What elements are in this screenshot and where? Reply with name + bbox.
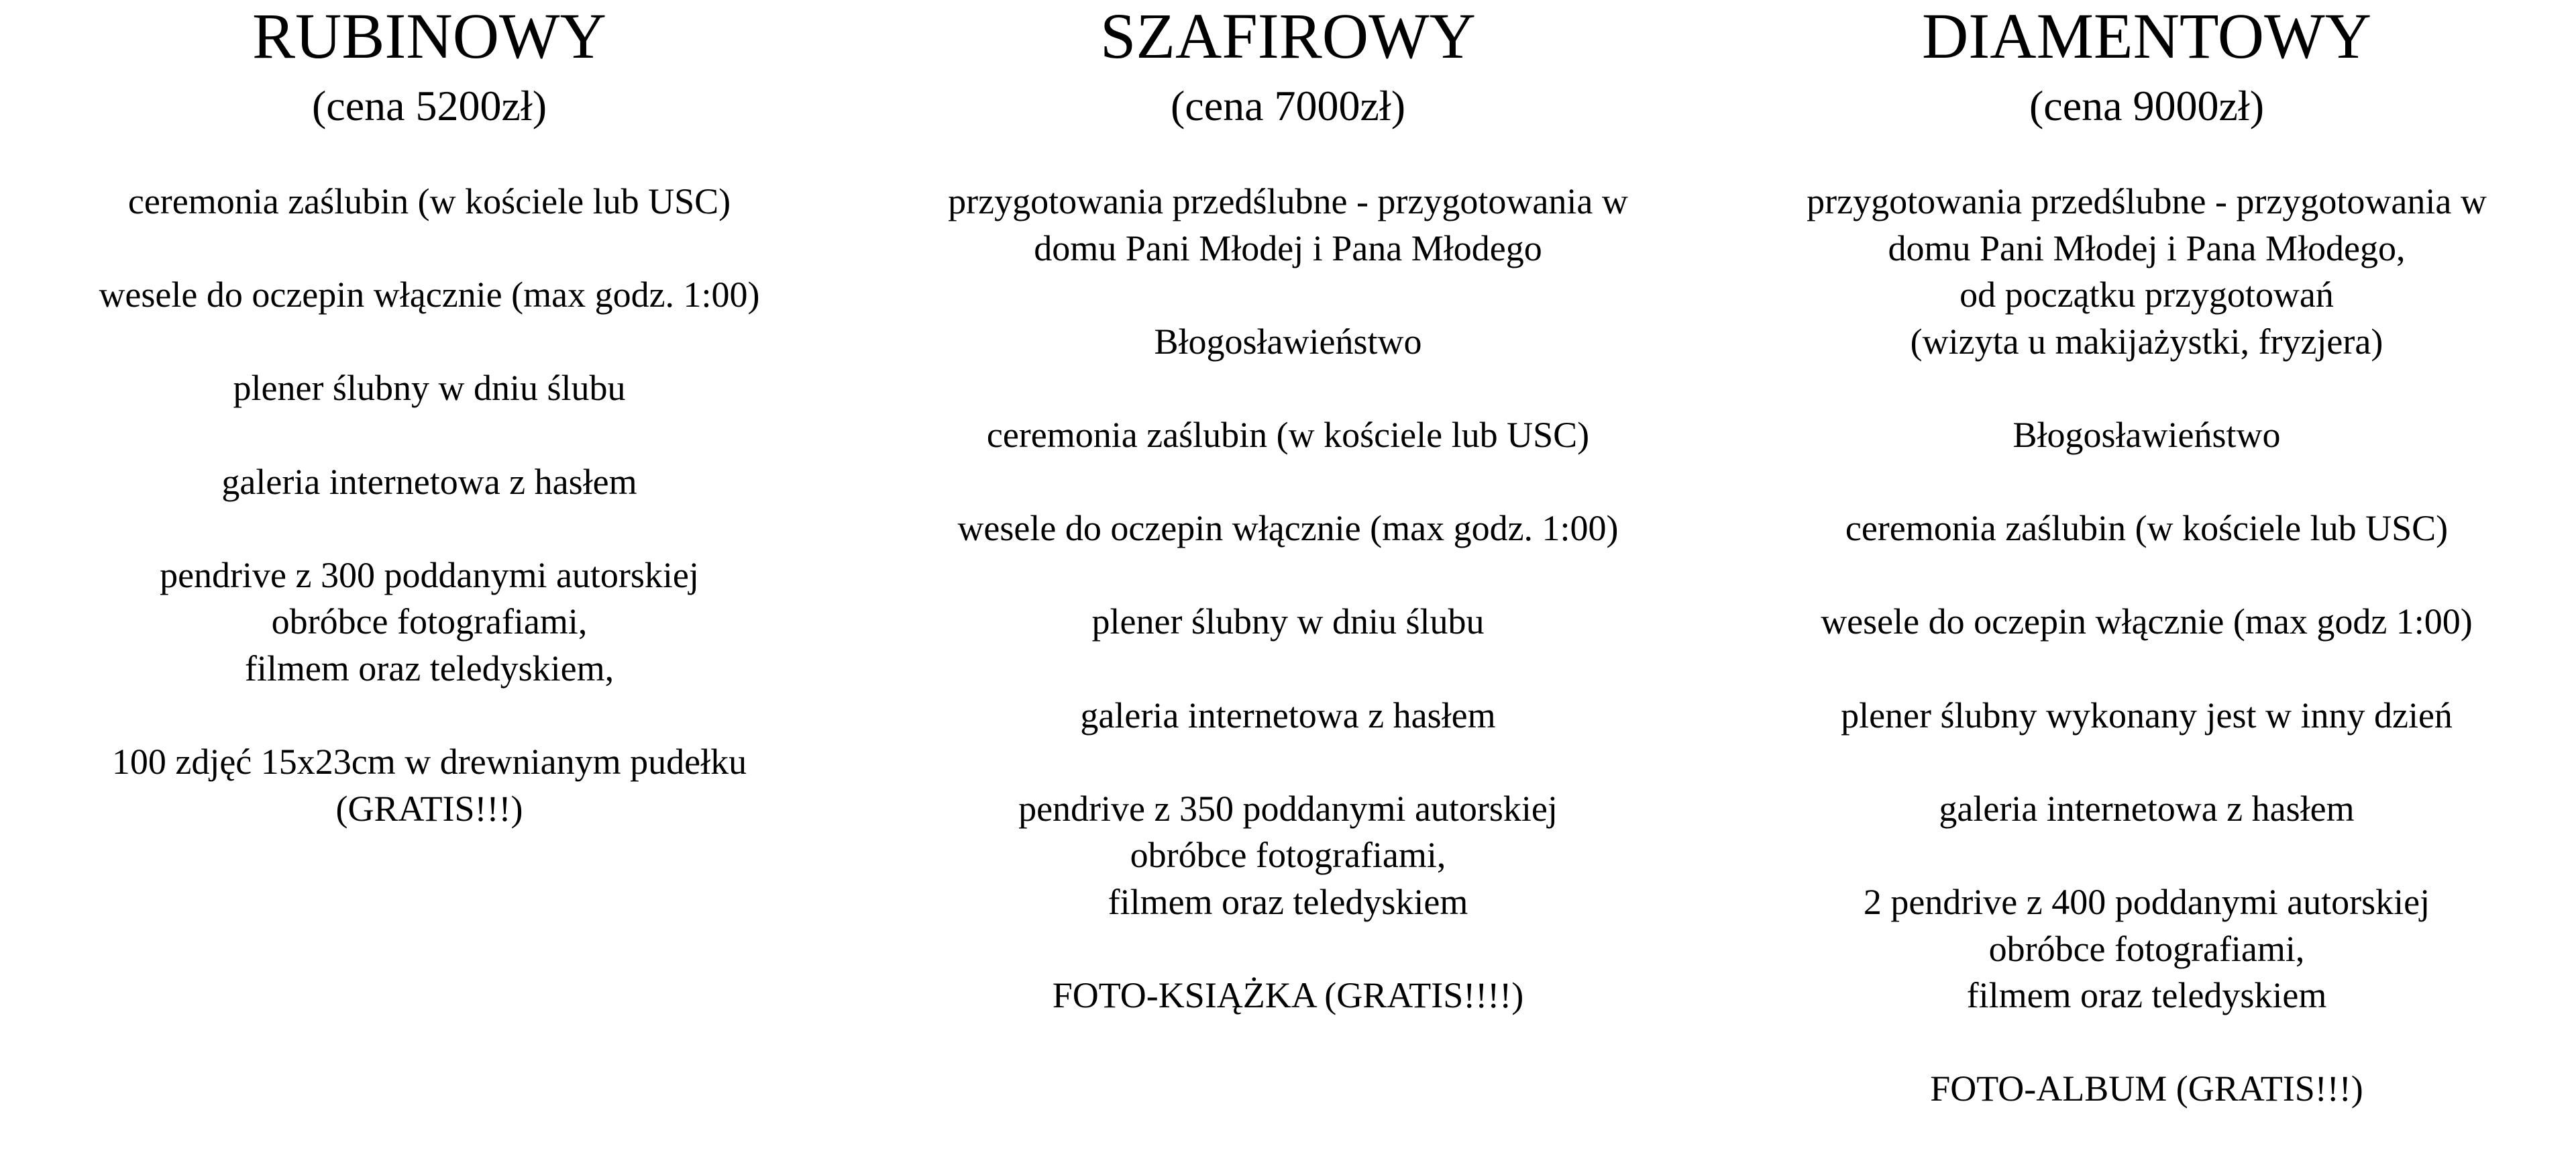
item-line: 2 pendrive z 400 poddanymi autorskiej bbox=[1863, 881, 2430, 922]
package-price: (cena 7000zł) bbox=[1170, 82, 1406, 130]
item-line: wesele do oczepin włącznie (max godz. 1:00) bbox=[957, 508, 1619, 549]
package-item bbox=[1717, 693, 2576, 740]
item-line: obróbce fotografiami, bbox=[1988, 928, 2305, 969]
package-items bbox=[1717, 179, 2576, 1113]
package-item bbox=[1717, 179, 2576, 365]
item-line: (GRATIS!!!) bbox=[335, 788, 523, 829]
package-item bbox=[859, 786, 1717, 926]
item-line: przygotowania przedślubne - przygotowania w bbox=[1807, 181, 2487, 221]
package-item bbox=[859, 693, 1717, 740]
item-line: filmem oraz teledyskiem, bbox=[244, 648, 614, 689]
item-line: filmem oraz teledyskiem bbox=[1966, 975, 2327, 1016]
package-item bbox=[859, 599, 1717, 646]
item-line: galeria internetowa z hasłem bbox=[1080, 695, 1496, 736]
item-line: plener ślubny wykonany jest w inny dzień bbox=[1841, 695, 2453, 736]
package-items bbox=[859, 179, 1717, 1019]
item-line: ceremonia zaślubin (w kościele lub USC) bbox=[986, 414, 1590, 455]
package-item bbox=[1717, 879, 2576, 1019]
item-line: plener ślubny w dniu ślubu bbox=[1091, 601, 1485, 642]
item-line: pendrive z 300 poddanymi autorskiej bbox=[160, 554, 699, 595]
package-price: (cena 9000zł) bbox=[2029, 82, 2265, 130]
item-line: ceremonia zaślubin (w kościele lub USC) bbox=[127, 181, 731, 221]
item-line: FOTO-KSIĄŻKA (GRATIS!!!!) bbox=[1052, 975, 1524, 1016]
package-szafirowy bbox=[859, 0, 1717, 1135]
item-line: Błogosławieństwo bbox=[2012, 414, 2281, 455]
package-item bbox=[0, 272, 859, 319]
package-title: RUBINOWY bbox=[252, 0, 606, 72]
package-item bbox=[859, 505, 1717, 552]
package-item bbox=[859, 412, 1717, 459]
item-line: domu Pani Młodej i Pana Młodego, bbox=[1888, 228, 2406, 268]
item-line: FOTO-ALBUM (GRATIS!!!) bbox=[1930, 1068, 2363, 1109]
item-line: (wizyta u makijażystki, fryzjera) bbox=[1910, 321, 2383, 362]
package-item bbox=[0, 552, 859, 693]
package-item bbox=[1717, 786, 2576, 833]
item-line: wesele do oczepin włącznie (max godz. 1:00) bbox=[99, 274, 760, 315]
item-line: pendrive z 350 poddanymi autorskiej bbox=[1018, 788, 1558, 829]
package-item bbox=[0, 459, 859, 506]
package-title: SZAFIROWY bbox=[1099, 0, 1476, 72]
item-line: obróbce fotografiami, bbox=[271, 601, 588, 642]
package-item bbox=[1717, 599, 2576, 646]
item-line: wesele do oczepin włącznie (max godz 1:00) bbox=[1821, 601, 2473, 642]
item-line: obróbce fotografiami, bbox=[1130, 835, 1446, 876]
package-item bbox=[1717, 505, 2576, 552]
item-line: domu Pani Młodej i Pana Młodego bbox=[1034, 228, 1542, 268]
package-item bbox=[1717, 412, 2576, 459]
package-item bbox=[1717, 1066, 2576, 1113]
package-diamentowy bbox=[1717, 0, 2576, 1135]
package-item bbox=[859, 179, 1717, 272]
item-line: plener ślubny w dniu ślubu bbox=[233, 368, 626, 409]
item-line: 100 zdjęć 15x23cm w drewnianym pudełku bbox=[111, 742, 747, 783]
item-line: galeria internetowa z hasłem bbox=[221, 461, 637, 502]
package-item bbox=[0, 739, 859, 832]
item-line: galeria internetowa z hasłem bbox=[1939, 788, 2355, 829]
item-line: filmem oraz teledyskiem bbox=[1108, 881, 1468, 922]
item-line: przygotowania przedślubne - przygotowania w bbox=[948, 181, 1628, 221]
package-rubinowy bbox=[0, 0, 859, 1135]
item-line: ceremonia zaślubin (w kościele lub USC) bbox=[1845, 508, 2449, 549]
package-price: (cena 5200zł) bbox=[311, 82, 547, 130]
item-line: od początku przygotowań bbox=[1960, 274, 2334, 315]
package-items bbox=[0, 179, 859, 832]
package-item bbox=[0, 179, 859, 225]
package-title: DIAMENTOWY bbox=[1921, 0, 2372, 72]
package-item bbox=[859, 972, 1717, 1019]
item-line: Błogosławieństwo bbox=[1154, 321, 1422, 362]
package-item bbox=[0, 365, 859, 412]
package-item bbox=[859, 319, 1717, 366]
